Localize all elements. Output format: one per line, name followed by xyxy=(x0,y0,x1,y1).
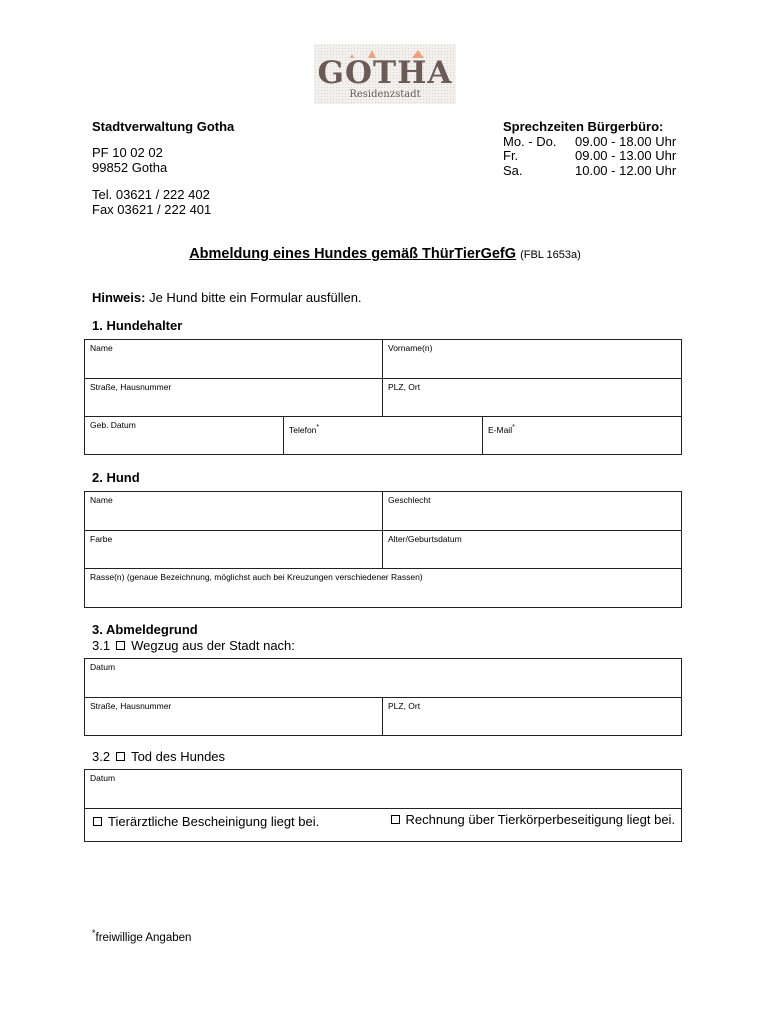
office-hours xyxy=(503,120,676,178)
invoice-option[interactable] xyxy=(383,809,682,827)
field-label: Geb. Datum xyxy=(90,420,136,430)
sender-tel: Tel. 03621 / 222 402 xyxy=(92,187,210,202)
option-label: Rechnung über Tierkörperbeseitigung liegt bei. xyxy=(405,812,676,827)
logo-subtitle: Residenzstadt xyxy=(349,89,421,100)
hours-row: Sa. 10.00 - 12.00 Uhr xyxy=(503,162,677,178)
death-checkbox[interactable] xyxy=(116,752,125,761)
vet-certificate-option[interactable] xyxy=(85,809,383,829)
field-label: PLZ, Ort xyxy=(388,382,421,392)
dog-age-field[interactable] xyxy=(383,531,682,569)
holder-phone-field[interactable] xyxy=(284,417,483,455)
holder-street-field[interactable] xyxy=(85,379,383,417)
option-death[interactable] xyxy=(92,749,225,764)
sender-po-box: PF 10 02 02 xyxy=(92,145,163,160)
field-label: Name xyxy=(90,343,113,353)
sender-city: 99852 Gotha xyxy=(92,160,168,175)
field-label: Datum xyxy=(90,662,116,672)
field-label: Straße, Hausnummer xyxy=(90,701,172,711)
footnote-star: * xyxy=(92,928,96,938)
holder-vorname-field[interactable] xyxy=(383,340,682,379)
dog-name-field[interactable] xyxy=(85,492,383,531)
vet-certificate-checkbox[interactable] xyxy=(93,817,102,826)
hint-text: Je Hund bitte ein Formular ausfüllen. xyxy=(149,290,362,305)
field-label: Straße, Hausnummer xyxy=(90,382,172,392)
footnote xyxy=(92,928,191,944)
field-label: Telefon* xyxy=(289,424,320,435)
form-title-main: Abmeldung eines Hundes gemäß ThürTierGefG xyxy=(189,246,517,262)
field-label: PLZ, Ort xyxy=(388,701,421,711)
field-label: Rasse(n) (genaue Bezeichnung, möglichst auch bei Kreuzungen verschiedener Rassen) xyxy=(90,572,423,582)
holder-email-field[interactable] xyxy=(483,417,682,455)
hours-row: Fr. 09.00 - 13.00 Uhr xyxy=(503,148,677,163)
footnote-text: freiwillige Angaben xyxy=(95,931,192,944)
invoice-checkbox[interactable] xyxy=(391,815,400,824)
field-label: Farbe xyxy=(90,534,113,544)
death-date-field[interactable] xyxy=(85,770,682,809)
field-label: Datum xyxy=(90,773,116,783)
dog-color-field[interactable] xyxy=(85,531,383,569)
relocation-table xyxy=(84,658,682,736)
form-title xyxy=(0,246,770,262)
option-relocation[interactable] xyxy=(92,638,295,653)
dog-table xyxy=(84,491,682,608)
dog-sex-field[interactable] xyxy=(383,492,682,531)
option-label: Tod des Hundes xyxy=(131,749,226,764)
holder-table xyxy=(84,339,682,455)
death-table xyxy=(84,769,682,842)
hint-label: Hinweis: xyxy=(92,290,146,305)
section-1-heading: 1. Hundehalter xyxy=(92,318,183,333)
field-label: Geschlecht xyxy=(388,495,431,505)
option-number: 3.1 xyxy=(92,638,111,653)
field-label: E-Mail* xyxy=(488,424,515,435)
office-hours-title: Sprechzeiten Bürgerbüro: xyxy=(503,119,664,134)
section-3-heading: 3. Abmeldegrund xyxy=(92,622,198,637)
relocation-plz-field[interactable] xyxy=(383,698,682,736)
relocation-date-field[interactable] xyxy=(85,659,682,698)
vet-certificate-cell xyxy=(85,809,383,842)
holder-plz-field[interactable] xyxy=(383,379,682,417)
field-label: Name xyxy=(90,495,113,505)
field-label: Alter/Geburtsdatum xyxy=(388,534,462,544)
logo-wordmark: GOTHA xyxy=(317,55,453,91)
relocation-street-field[interactable] xyxy=(85,698,383,736)
relocation-checkbox[interactable] xyxy=(116,641,125,650)
section-2-heading: 2. Hund xyxy=(92,470,140,485)
field-label: Vorname(n) xyxy=(388,343,433,353)
invoice-cell xyxy=(383,809,682,842)
holder-name-field[interactable] xyxy=(85,340,383,379)
hint xyxy=(92,291,362,306)
sender-name: Stadtverwaltung Gotha xyxy=(92,119,235,134)
option-label: Wegzug aus der Stadt nach: xyxy=(131,638,295,653)
option-label: Tierärztliche Bescheinigung liegt bei. xyxy=(108,814,320,829)
dog-breed-field[interactable] xyxy=(85,569,682,608)
form-code: (FBL 1653a) xyxy=(520,249,581,261)
option-number: 3.2 xyxy=(92,749,111,764)
hours-row: Mo. - Do. 09.00 - 18.00 Uhr xyxy=(503,133,677,149)
holder-birthdate-field[interactable] xyxy=(85,417,284,455)
sender-fax: Fax 03621 / 222 401 xyxy=(92,202,212,217)
